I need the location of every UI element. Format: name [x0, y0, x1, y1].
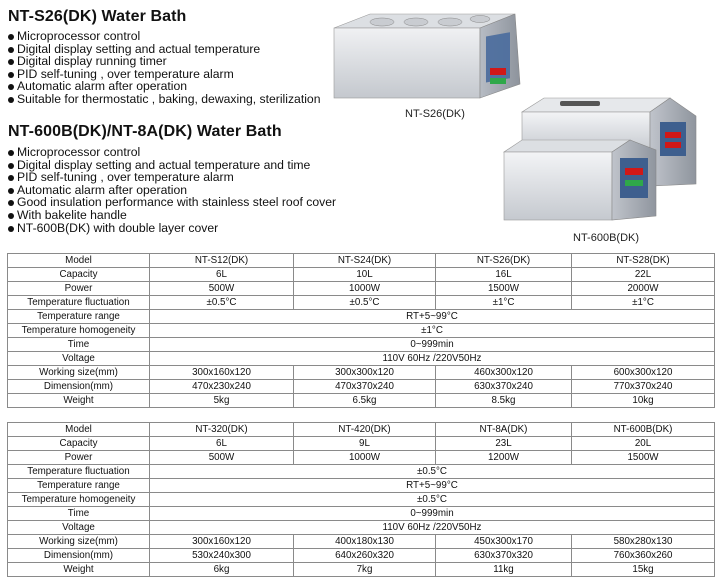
table-row [8, 324, 715, 338]
section1-feature-list [8, 30, 321, 106]
row-label: Dimension(mm) [8, 549, 150, 563]
table-row [8, 493, 715, 507]
nt-600b-water-bath-image [500, 92, 712, 234]
merged-cell: 110V 60Hz /220V50Hz [150, 352, 715, 366]
table-cell: 6.5kg [294, 394, 436, 408]
row-label: Temperature fluctuation [8, 296, 150, 310]
section1-title: NT-S26(DK) Water Bath [8, 8, 187, 25]
merged-cell: ±0.5°C [150, 465, 715, 479]
table-row [8, 296, 715, 310]
merged-cell: 0~999min [150, 338, 715, 352]
row-label: Working size(mm) [8, 366, 150, 380]
row-label: Time [8, 507, 150, 521]
table-cell: 1500W [572, 451, 715, 465]
feature-item: Suitable for thermostatic , baking, dewaxing, sterilization [8, 93, 321, 106]
table-cell: ±0.5°C [150, 296, 294, 310]
table-cell: 1200W [436, 451, 572, 465]
table-row [8, 352, 715, 366]
table-row [8, 394, 715, 408]
table-cell: 2000W [572, 282, 715, 296]
table-cell: 23L [436, 437, 572, 451]
table-cell: 770x370x240 [572, 380, 715, 394]
spec-table-600b-series [7, 422, 715, 577]
table-cell: 9L [294, 437, 436, 451]
table-cell: 460x300x120 [436, 366, 572, 380]
row-label: Voltage [8, 521, 150, 535]
table-cell: 1000W [294, 451, 436, 465]
table-cell: 5kg [150, 394, 294, 408]
table-cell: 470x230x240 [150, 380, 294, 394]
table-cell: 6L [150, 268, 294, 282]
feature-item: Digital display setting and actual temperature [8, 43, 321, 56]
table-cell: 16L [436, 268, 572, 282]
merged-cell: 110V 60Hz /220V50Hz [150, 521, 715, 535]
table-cell: 500W [150, 451, 294, 465]
table-cell: NT-S24(DK) [294, 254, 436, 268]
merged-cell: RT+5~99°C [150, 479, 715, 493]
row-label: Capacity [8, 268, 150, 282]
feature-item: Digital display setting and actual temperature and time [8, 159, 336, 172]
table-row [8, 479, 715, 493]
table-cell: 300x160x120 [150, 535, 294, 549]
table-cell: ±0.5°C [294, 296, 436, 310]
table-row [8, 268, 715, 282]
table-cell: NT-S28(DK) [572, 254, 715, 268]
table-cell: 6L [150, 437, 294, 451]
row-label: Temperature homogeneity [8, 324, 150, 338]
table-cell: 600x300x120 [572, 366, 715, 380]
section2-feature-list [8, 146, 336, 234]
table-cell: 580x280x130 [572, 535, 715, 549]
table-row [8, 282, 715, 296]
table-cell: 10L [294, 268, 436, 282]
row-label: Capacity [8, 437, 150, 451]
merged-cell: 0~999min [150, 507, 715, 521]
table-row [8, 563, 715, 577]
row-label: Power [8, 451, 150, 465]
table-cell: 8.5kg [436, 394, 572, 408]
table-cell: 450x300x170 [436, 535, 572, 549]
table-cell: NT-S12(DK) [150, 254, 294, 268]
table-row [8, 535, 715, 549]
merged-cell: RT+5~99°C [150, 310, 715, 324]
table-cell: 640x260x320 [294, 549, 436, 563]
table-cell: ±1°C [436, 296, 572, 310]
table-cell: NT-S26(DK) [436, 254, 572, 268]
table-row [8, 549, 715, 563]
table-cell: 1000W [294, 282, 436, 296]
spec-table-s-series [7, 253, 715, 408]
table-cell: 630x370x320 [436, 549, 572, 563]
row-label: Voltage [8, 352, 150, 366]
feature-item: With bakelite handle [8, 209, 336, 222]
table-cell: 760x360x260 [572, 549, 715, 563]
merged-cell: ±1°C [150, 324, 715, 338]
row-label: Temperature fluctuation [8, 465, 150, 479]
table-cell: 15kg [572, 563, 715, 577]
table-row [8, 366, 715, 380]
row-label: Time [8, 338, 150, 352]
table-cell: 7kg [294, 563, 436, 577]
table-cell: 6kg [150, 563, 294, 577]
row-label: Temperature range [8, 479, 150, 493]
table-cell: 300x300x120 [294, 366, 436, 380]
table-cell: 11kg [436, 563, 572, 577]
table-row [8, 338, 715, 352]
table-cell: NT-320(DK) [150, 423, 294, 437]
feature-item: NT-600B(DK) with double layer cover [8, 222, 336, 235]
table-row [8, 423, 715, 437]
section2-title: NT-600B(DK)/NT-8A(DK) Water Bath [8, 123, 282, 140]
table-row [8, 507, 715, 521]
feature-item: Digital display running timer [8, 55, 321, 68]
feature-item: Automatic alarm after operation [8, 80, 321, 93]
table-cell: 1500W [436, 282, 572, 296]
table-row [8, 380, 715, 394]
table-cell: 530x240x300 [150, 549, 294, 563]
feature-item: PID self-tuning , over temperature alarm [8, 68, 321, 81]
row-label: Model [8, 423, 150, 437]
table-cell: 470x370x240 [294, 380, 436, 394]
table-cell: 400x180x130 [294, 535, 436, 549]
table-cell: 630x370x240 [436, 380, 572, 394]
row-label: Model [8, 254, 150, 268]
feature-item: PID self-tuning , over temperature alarm [8, 171, 336, 184]
table-row [8, 451, 715, 465]
feature-item: Microprocessor control [8, 146, 336, 159]
merged-cell: ±0.5°C [150, 493, 715, 507]
table-cell: ±1°C [572, 296, 715, 310]
feature-item: Microprocessor control [8, 30, 321, 43]
image-caption-nt-s26: NT-S26(DK) [405, 108, 465, 120]
table-cell: NT-8A(DK) [436, 423, 572, 437]
feature-item: Good insulation performance with stainless steel roof cover [8, 196, 336, 209]
row-label: Working size(mm) [8, 535, 150, 549]
table-row [8, 465, 715, 479]
table-row [8, 521, 715, 535]
table-row [8, 437, 715, 451]
row-label: Weight [8, 563, 150, 577]
row-label: Temperature range [8, 310, 150, 324]
table-cell: 20L [572, 437, 715, 451]
feature-item: Automatic alarm after operation [8, 184, 336, 197]
table-cell: 500W [150, 282, 294, 296]
row-label: Dimension(mm) [8, 380, 150, 394]
table-cell: NT-420(DK) [294, 423, 436, 437]
row-label: Power [8, 282, 150, 296]
image-caption-nt-600b: NT-600B(DK) [573, 232, 640, 244]
row-label: Temperature homogeneity [8, 493, 150, 507]
table-cell: 300x160x120 [150, 366, 294, 380]
table-cell: 22L [572, 268, 715, 282]
row-label: Weight [8, 394, 150, 408]
table-row [8, 254, 715, 268]
table-row [8, 310, 715, 324]
table-cell: NT-600B(DK) [572, 423, 715, 437]
table-cell: 10kg [572, 394, 715, 408]
